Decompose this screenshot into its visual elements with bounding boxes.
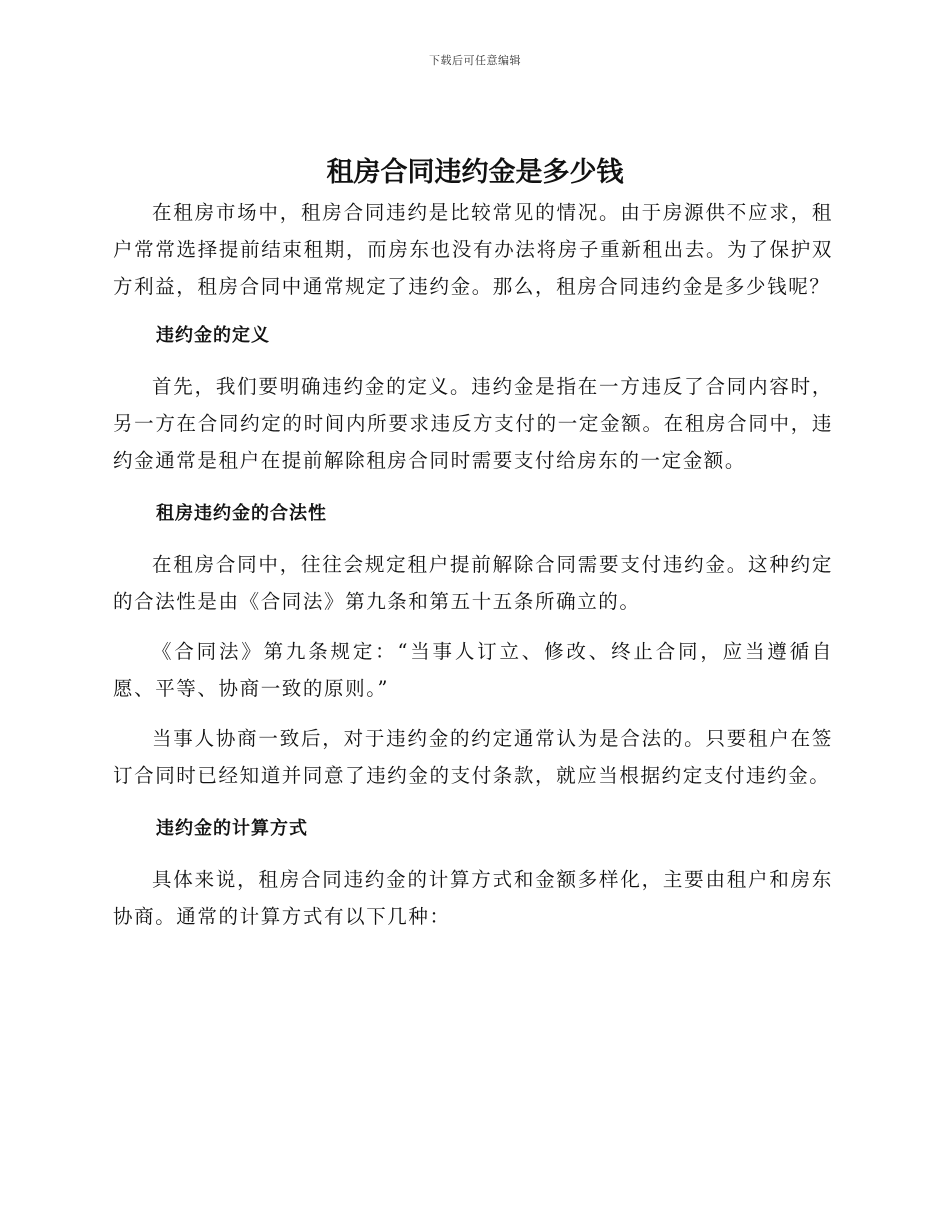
paragraph-legality-quote: 《合同法》第九条规定：“当事人订立、修改、终止合同，应当遵循自愿、平等、协商一致的原则。” (113, 640, 833, 700)
intro-paragraph: 在租房市场中，租房合同违约是比较常见的情况。由于房源供不应求，租户常常选择提前结束租期，而房东也没有办法将房子重新租出去。为了保护双方利益，租房合同中通常规定了违约金。那么，租房合同违约金是多少钱呢？ (113, 201, 833, 298)
section-heading-calculation: 违约金的计算方式 (156, 818, 308, 839)
document-title: 租房合同违约金是多少钱 (326, 157, 624, 188)
document-body (113, 194, 833, 935)
paragraph-legality-3: 当事人协商一致后，对于违约金的约定通常认为是合法的。只要租户在签订合同时已经知道并同意了违约金的支付条款，就应当根据约定支付违约金。 (113, 727, 833, 787)
section-heading-definition: 违约金的定义 (156, 325, 270, 346)
paragraph-legality-1: 在租房合同中，往往会规定租户提前解除合同需要支付违约金。这种约定的合法性是由《合同法》第九条和第五十五条所确立的。 (113, 553, 833, 613)
paragraph-calculation: 具体来说，租房合同违约金的计算方式和金额多样化，主要由租户和房东协商。通常的计算方式有以下几种： (113, 868, 833, 928)
paragraph-definition: 首先，我们要明确违约金的定义。违约金是指在一方违反了合同内容时，另一方在合同约定的时间内所要求违反方支付的一定金额。在租房合同中，违约金通常是租户在提前解除租房合同时需要支付给房东的一定金额。 (113, 375, 833, 472)
section-heading-legality: 租房违约金的合法性 (156, 503, 327, 524)
page-header-note: 下载后可任意编辑 (429, 54, 521, 67)
